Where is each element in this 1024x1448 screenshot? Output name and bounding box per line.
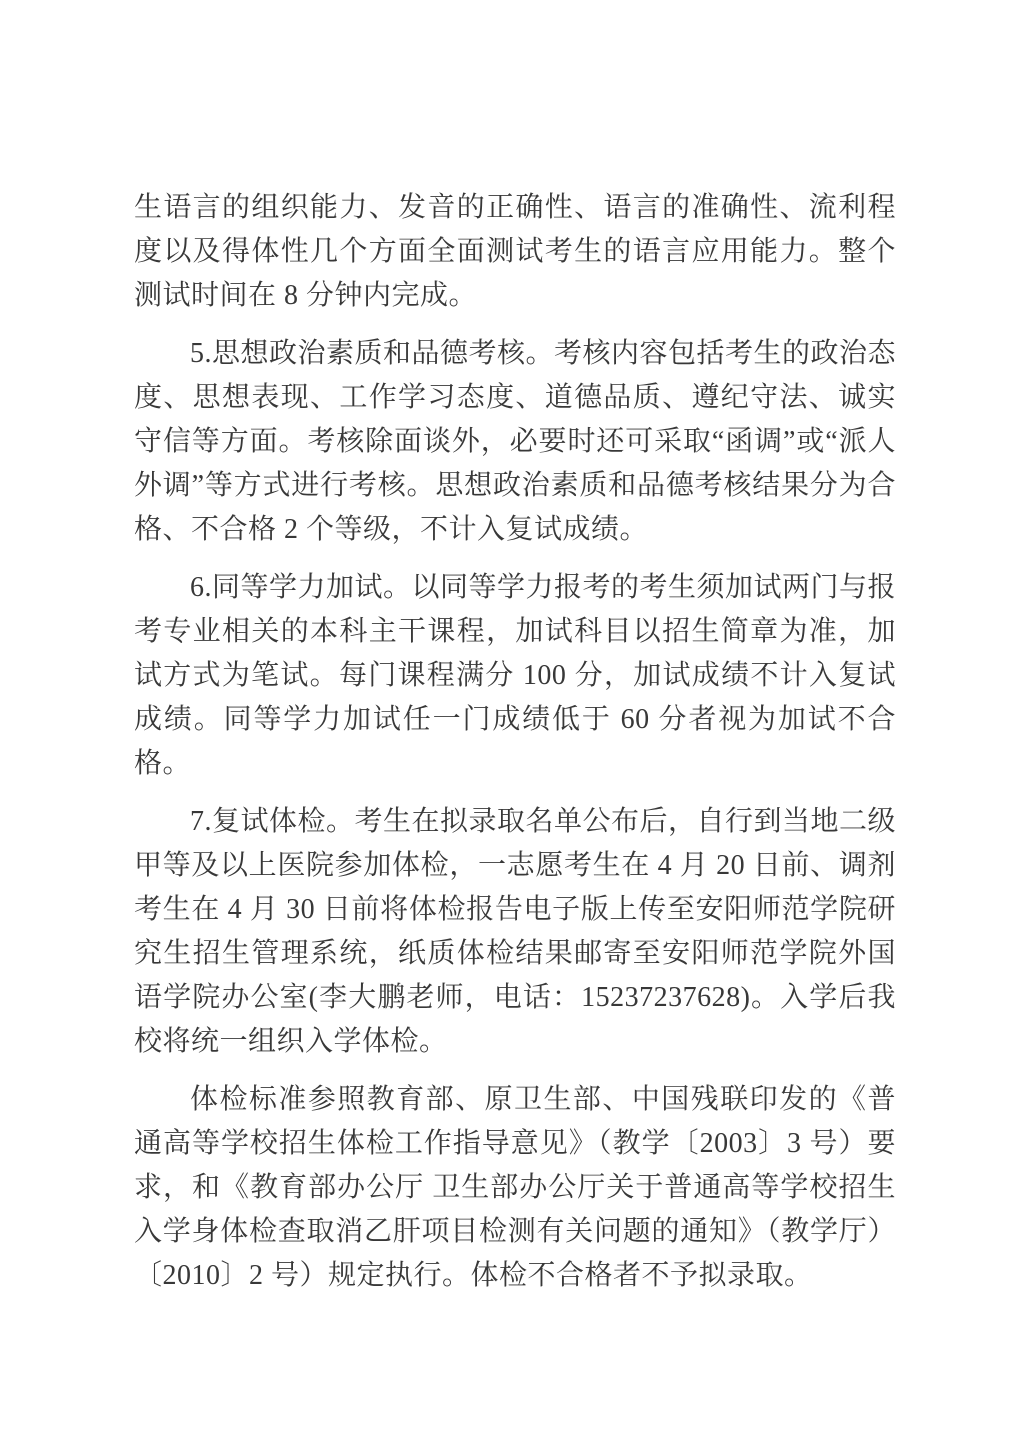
paragraph-7-physical-examination: 7.复试体检。考生在拟录取名单公布后，自行到当地二级甲等及以上医院参加体检，一志愿考生在 4 月 20 日前、调剂考生在 4 月 30 日前将体检报告电子版上传至安阳师范学院研究生招生管理系统，纸质体检结果邮寄至安阳师范学院外国语学院办公室(李大鹏老师，电话：15237237628)。入学后我校将统一组织入学体检。 xyxy=(134,806,897,1057)
paragraph-oral-test-continuation: 生语言的组织能力、发音的正确性、语言的准确性、流利程度以及得体性几个方面全面测试考生的语言应用能力。整个测试时间在 8 分钟内完成。 xyxy=(134,192,896,311)
paragraph-5-ideology-morality-assessment: 5.思想政治素质和品德考核。考核内容包括考生的政治态度、思想表现、工作学习态度、道德品质、遵纪守法、诚实守信等方面。考核除面谈外，必要时还可采取“函调”或“派人外调”等方式进行考核。思想政治素质和品德考核结果分为合格、不合格 2 个等级，不计入复试成绩。 xyxy=(134,338,897,545)
paragraph-physical-exam-standards: 体检标准参照教育部、原卫生部、中国残联印发的《普通高等学校招生体检工作指导意见》（教学〔2003〕3 号）要求，和《教育部办公厅 卫生部办公厅关于普通高等学校招生入学身体检查取消乙肝项目检测有关问题的通知》（教学厅）〔2010〕2 号）规定执行。体检不合格者不予拟录取。 xyxy=(134,1084,896,1291)
paragraph-6-equivalent-qualification-extra-test: 6.同等学力加试。以同等学力报考的考生须加试两门与报考专业相关的本科主干课程，加试科目以招生简章为准，加试方式为笔试。每门课程满分 100 分，加试成绩不计入复试成绩。同等学力加试任一门成绩低于 60 分者视为加试不合格。 xyxy=(134,572,897,779)
